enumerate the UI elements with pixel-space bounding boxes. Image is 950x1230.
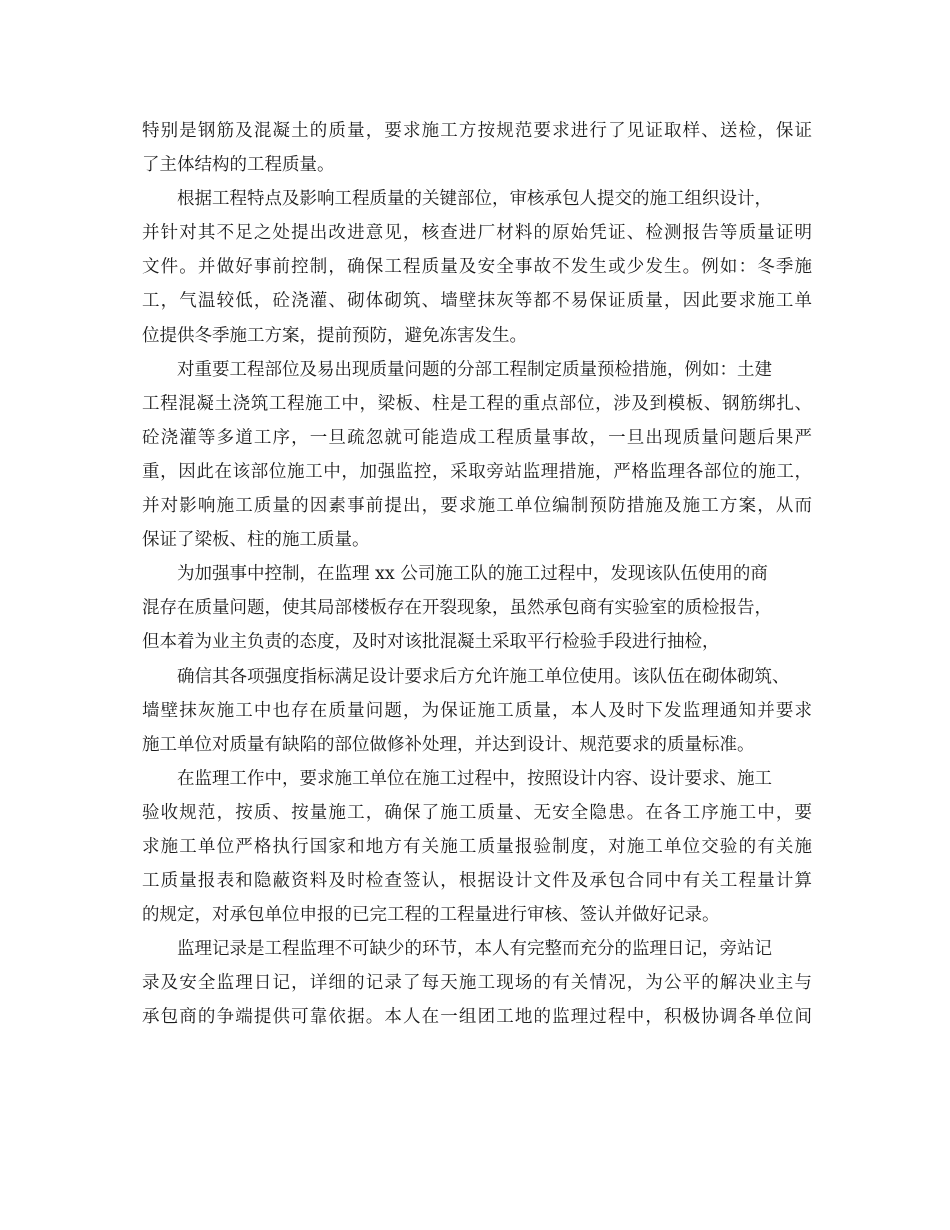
paragraph [142,182,812,352]
text-line: 录及安全监理日记，详细的记录了每天施工现场的有关情况，为公平的解决业主与 [142,973,812,994]
text-line: 监理记录是工程监理不可缺少的环节，本人有完整而充分的监理日记，旁站记 [177,939,772,960]
text-line: 的规定，对承包单位申报的已完工程的工程量进行审核、签认并做好记录。 [142,905,720,926]
text-line: 根据工程特点及影响工程质量的关键部位，审核承包人提交的施工组织设计， [177,189,772,210]
paragraph [142,353,812,558]
text-line: 承包商的争端提供可靠依据。本人在一组团工地的监理过程中，积极协调各单位间 [142,1007,812,1028]
paragraph [142,762,812,932]
text-line: 并对影响施工质量的因素事前提出，要求施工单位编制预防措施及施工方案，从而 [142,496,812,517]
paragraph [142,932,812,1034]
text-line: 保证了梁板、柱的施工质量。 [142,530,370,551]
text-line: 工，气温较低，砼浇灌、砌体砌筑、墙壁抹灰等都不易保证质量，因此要求施工单 [142,291,812,312]
text-line: 验收规范，按质、按量施工，确保了施工质量、无安全隐患。在各工序施工中，要 [142,802,812,823]
text-line: 并针对其不足之处提出改进意见，核查进厂材料的原始凭证、检测报告等质量证明 [142,223,812,244]
text-line: 但本着为业主负责的态度，及时对该批混凝土采取平行检验手段进行抽检， [142,632,720,653]
text-line: 在监理工作中，要求施工单位在施工过程中，按照设计内容、设计要求、施工 [177,768,772,789]
text-line: 求施工单位严格执行国家和地方有关施工质量报验制度，对施工单位交验的有关施 [142,836,812,857]
text-line: 工程混凝土浇筑工程施工中，梁板、柱是工程的重点部位，涉及到模板、钢筋绑扎、 [142,393,812,414]
text-line: 文件。并做好事前控制，确保工程质量及安全事故不发生或少发生。例如：冬季施 [142,257,812,278]
text-line: 为加强事中控制，在监理 xx 公司施工队的施工过程中，发现该队伍使用的商 [177,564,768,585]
paragraph [142,660,812,762]
text-line: 对重要工程部位及易出现质量问题的分部工程制定质量预检措施，例如：土建 [177,359,772,380]
text-line: 确信其各项强度指标满足设计要求后方允许施工单位使用。该队伍在砌体砌筑、 [177,666,790,687]
text-line: 了主体结构的工程质量。 [142,155,335,176]
text-line: 位提供冬季施工方案，提前预防，避免冻害发生。 [142,325,527,346]
text-line: 特别是钢筋及混凝土的质量，要求施工方按规范要求进行了见证取样、送检，保证 [142,121,812,141]
text-line: 重，因此在该部位施工中，加强监控，采取旁站监理措施，严格监理各部位的施工， [142,461,812,482]
document-body [142,114,812,1035]
text-line: 墙壁抹灰施工中也存在质量问题，为保证施工质量，本人及时下发监理通知并要求 [142,700,812,721]
text-line: 混存在质量问题，使其局部楼板存在开裂现象，虽然承包商有实验室的质检报告， [142,598,772,619]
text-line: 工质量报表和隐蔽资料及时检查签认，根据设计文件及承包合同中有关工程量计算 [142,871,812,892]
paragraph [142,114,812,182]
text-line: 施工单位对质量有缺陷的部位做修补处理，并达到设计、规范要求的质量标准。 [142,734,755,755]
paragraph [142,557,812,659]
text-line: 砼浇灌等多道工序，一旦疏忽就可能造成工程质量事故，一旦出现质量问题后果严 [142,427,812,448]
